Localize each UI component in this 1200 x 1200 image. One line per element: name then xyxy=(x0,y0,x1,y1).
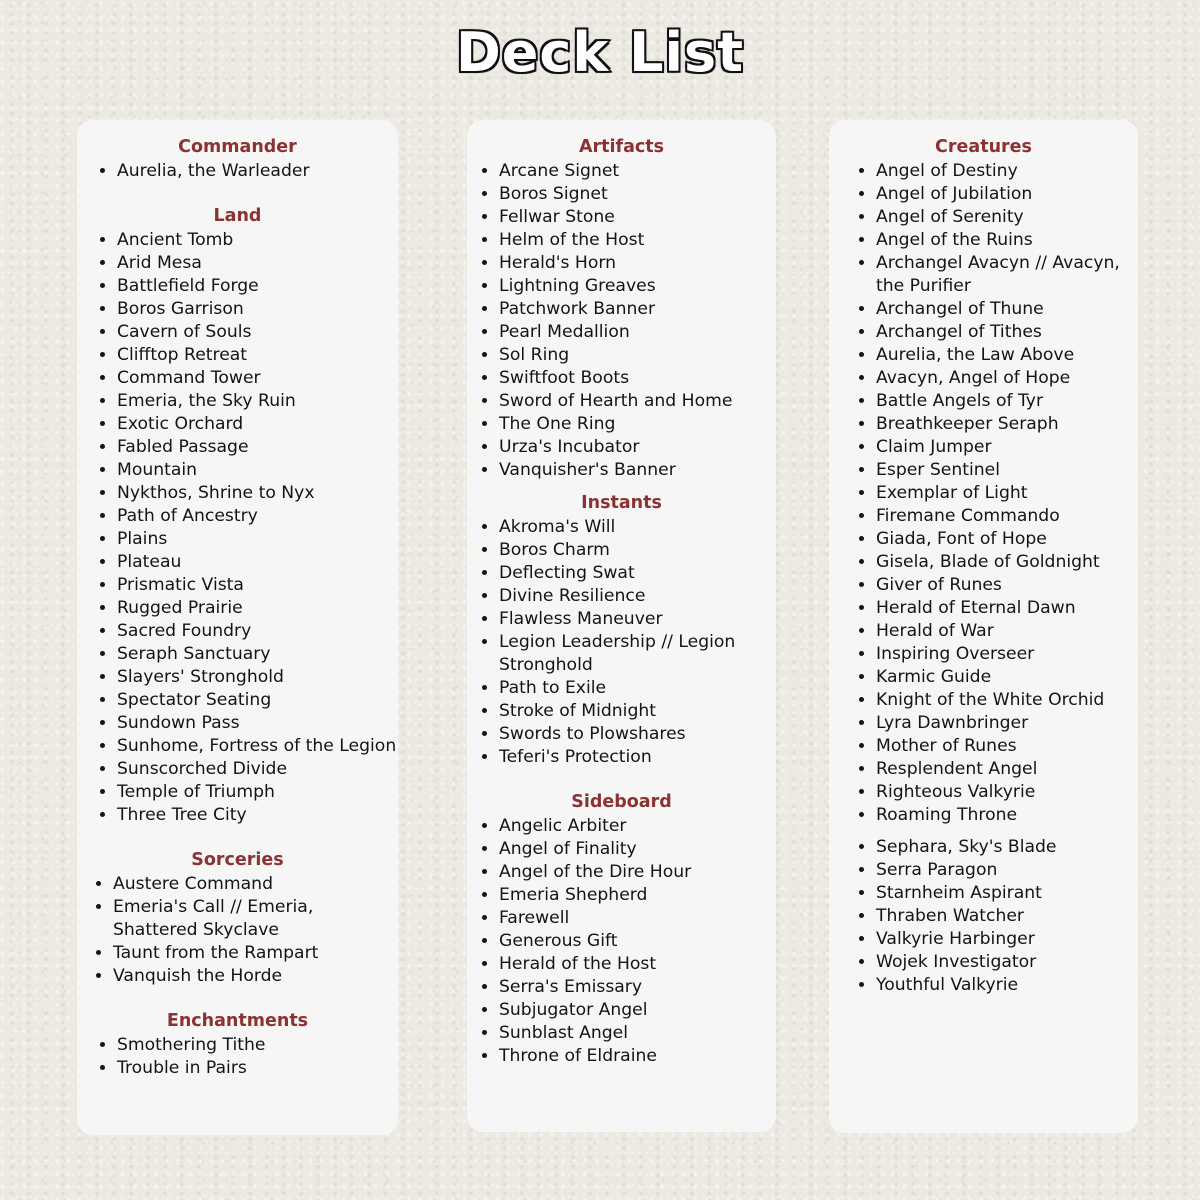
card-list-item: • Avacyn, Angel of Hope xyxy=(876,367,1138,390)
card-list-item: • Archangel Avacyn // Avacyn, the Purifier xyxy=(876,252,1138,298)
card-list-item: • Deflecting Swat xyxy=(499,562,776,585)
card-list-item: • Austere Command xyxy=(113,873,398,896)
card-list-item: • Serra's Emissary xyxy=(499,976,776,999)
card-list-item: • Boros Signet xyxy=(499,183,776,206)
card-list-item: • Sunhome, Fortress of the Legion xyxy=(117,735,398,758)
card-list-item: • Archangel of Tithes xyxy=(876,321,1138,344)
column-1 xyxy=(77,120,398,1135)
card-list-item: • Knight of the White Orchid xyxy=(876,689,1138,712)
card-list-item: • Helm of the Host xyxy=(499,229,776,252)
card-list-item: • Lightning Greaves xyxy=(499,275,776,298)
card-list-item: • Roaming Throne xyxy=(876,804,1138,827)
card-list-item: • Herald of Eternal Dawn xyxy=(876,597,1138,620)
card-list-item: • Sol Ring xyxy=(499,344,776,367)
card-list-item: • Angel of Finality xyxy=(499,838,776,861)
card-list-item: • Spectator Seating xyxy=(117,689,398,712)
card-list-item: • Generous Gift xyxy=(499,930,776,953)
card-list-item: • Angel of Serenity xyxy=(876,206,1138,229)
card-list-item: • Nykthos, Shrine to Nyx xyxy=(117,482,398,505)
card-list-item: • Sephara, Sky's Blade xyxy=(876,836,1138,859)
card-list xyxy=(467,160,776,482)
section-title: Instants xyxy=(581,493,662,513)
card-list-item: • Battle Angels of Tyr xyxy=(876,390,1138,413)
card-list-item: • Esper Sentinel xyxy=(876,459,1138,482)
card-list-item: • Sacred Foundry xyxy=(117,620,398,643)
column-3 xyxy=(829,120,1138,1133)
section-land xyxy=(77,203,398,827)
card-list-item: • Swiftfoot Boots xyxy=(499,367,776,390)
section-title: Commander xyxy=(178,137,297,157)
card-list-item: • Cavern of Souls xyxy=(117,321,398,344)
card-list-item: • Clifftop Retreat xyxy=(117,344,398,367)
card-list-item: • Fabled Passage xyxy=(117,436,398,459)
card-list-item: • Herald's Horn xyxy=(499,252,776,275)
card-list xyxy=(467,516,776,769)
card-list-item: • Flawless Maneuver xyxy=(499,608,776,631)
card-list-item: • Serra Paragon xyxy=(876,859,1138,882)
card-list-item: • Thraben Watcher xyxy=(876,905,1138,928)
card-list xyxy=(77,160,398,183)
section-creatures xyxy=(829,134,1138,827)
card-list-item: • Path of Ancestry xyxy=(117,505,398,528)
card-list-item: • Angel of the Ruins xyxy=(876,229,1138,252)
card-list-item: • Lyra Dawnbringer xyxy=(876,712,1138,735)
card-list-item: • Mountain xyxy=(117,459,398,482)
card-list-item: • Ancient Tomb xyxy=(117,229,398,252)
card-list-item: • Emeria, the Sky Ruin xyxy=(117,390,398,413)
section-title: Sideboard xyxy=(571,792,672,812)
card-list-item: • Swords to Plowshares xyxy=(499,723,776,746)
card-list-item: • Boros Garrison xyxy=(117,298,398,321)
card-list-item: • Resplendent Angel xyxy=(876,758,1138,781)
card-list-item: • Patchwork Banner xyxy=(499,298,776,321)
card-list-item: • Sunblast Angel xyxy=(499,1022,776,1045)
card-list-item: • Herald of War xyxy=(876,620,1138,643)
card-list-item: • Archangel of Thune xyxy=(876,298,1138,321)
card-list-item: • Karmic Guide xyxy=(876,666,1138,689)
section-sorceries xyxy=(77,847,398,988)
card-list xyxy=(829,160,1138,827)
section-artifacts xyxy=(467,134,776,482)
card-list-item: • Arid Mesa xyxy=(117,252,398,275)
card-list-item: • Divine Resilience xyxy=(499,585,776,608)
card-list-item: • Claim Jumper xyxy=(876,436,1138,459)
section-title: Sorceries xyxy=(191,850,284,870)
section-creatures-continued xyxy=(829,836,1138,997)
column-2 xyxy=(467,120,776,1132)
section-title: Creatures xyxy=(935,137,1032,157)
card-list-item: • Akroma's Will xyxy=(499,516,776,539)
card-list-item: • Emeria's Call // Emeria, Shattered Skyclave xyxy=(113,896,398,942)
card-list-item: • Slayers' Stronghold xyxy=(117,666,398,689)
card-list-item: • Vanquish the Horde xyxy=(113,965,398,988)
card-list-item: • Throne of Eldraine xyxy=(499,1045,776,1068)
card-list-item: • Plateau xyxy=(117,551,398,574)
card-list-item: • Farewell xyxy=(499,907,776,930)
card-list-item: • Exotic Orchard xyxy=(117,413,398,436)
card-list-item: • Rugged Prairie xyxy=(117,597,398,620)
card-list-item: • Subjugator Angel xyxy=(499,999,776,1022)
card-list-item: • Arcane Signet xyxy=(499,160,776,183)
card-list-item: • Smothering Tithe xyxy=(117,1034,398,1057)
card-list-item: • Inspiring Overseer xyxy=(876,643,1138,666)
card-list xyxy=(829,836,1138,997)
card-list-item: • Gisela, Blade of Goldnight xyxy=(876,551,1138,574)
card-list-item: • Starnheim Aspirant xyxy=(876,882,1138,905)
card-list-item: • Angelic Arbiter xyxy=(499,815,776,838)
card-list-item: • Seraph Sanctuary xyxy=(117,643,398,666)
card-list-item: • Angel of Jubilation xyxy=(876,183,1138,206)
card-list-item: • Mother of Runes xyxy=(876,735,1138,758)
card-list-item: • Giver of Runes xyxy=(876,574,1138,597)
card-list-item: • Wojek Investigator xyxy=(876,951,1138,974)
page-title: Deck List xyxy=(455,21,745,84)
section-sideboard xyxy=(467,789,776,1068)
card-list-item: • Boros Charm xyxy=(499,539,776,562)
card-list-item: • Righteous Valkyrie xyxy=(876,781,1138,804)
card-list-item: • Prismatic Vista xyxy=(117,574,398,597)
card-list-item: • Youthful Valkyrie xyxy=(876,974,1138,997)
card-list-item: • Aurelia, the Warleader xyxy=(117,160,398,183)
card-list-item: • Angel of the Dire Hour xyxy=(499,861,776,884)
card-list-item: • Temple of Triumph xyxy=(117,781,398,804)
card-list-item: • Pearl Medallion xyxy=(499,321,776,344)
section-commander xyxy=(77,134,398,183)
card-list-item: • Three Tree City xyxy=(117,804,398,827)
card-list-item: • Battlefield Forge xyxy=(117,275,398,298)
card-list-item: • Herald of the Host xyxy=(499,953,776,976)
card-list-item: • Taunt from the Rampart xyxy=(113,942,398,965)
card-list-item: • Firemane Commando xyxy=(876,505,1138,528)
card-list-item: • Sword of Hearth and Home xyxy=(499,390,776,413)
card-list-item: • Breathkeeper Seraph xyxy=(876,413,1138,436)
card-list-item: • Stroke of Midnight xyxy=(499,700,776,723)
section-enchantments xyxy=(77,1008,398,1080)
card-list-item: • Sundown Pass xyxy=(117,712,398,735)
card-list xyxy=(77,1034,398,1080)
card-list-item: • Aurelia, the Law Above xyxy=(876,344,1138,367)
card-list xyxy=(77,873,398,988)
card-list-item: • Trouble in Pairs xyxy=(117,1057,398,1080)
card-list-item: • Urza's Incubator xyxy=(499,436,776,459)
card-list-item: • Vanquisher's Banner xyxy=(499,459,776,482)
card-list-item: • Emeria Shepherd xyxy=(499,884,776,907)
card-list-item: • The One Ring xyxy=(499,413,776,436)
card-list-item: • Sunscorched Divide xyxy=(117,758,398,781)
card-list-item: • Teferi's Protection xyxy=(499,746,776,769)
card-list-item: • Path to Exile xyxy=(499,677,776,700)
card-list xyxy=(77,229,398,827)
card-list-item: • Angel of Destiny xyxy=(876,160,1138,183)
card-list xyxy=(467,815,776,1068)
card-list-item: • Giada, Font of Hope xyxy=(876,528,1138,551)
section-title: Artifacts xyxy=(578,137,665,157)
section-instants xyxy=(467,490,776,769)
card-list-item: • Command Tower xyxy=(117,367,398,390)
card-list-item: • Plains xyxy=(117,528,398,551)
card-list-item: • Valkyrie Harbinger xyxy=(876,928,1138,951)
card-list-item: • Legion Leadership // Legion Stronghold xyxy=(499,631,776,677)
section-title: Land xyxy=(213,206,262,226)
card-list-item: • Exemplar of Light xyxy=(876,482,1138,505)
card-list-item: • Fellwar Stone xyxy=(499,206,776,229)
section-title: Enchantments xyxy=(166,1011,309,1031)
